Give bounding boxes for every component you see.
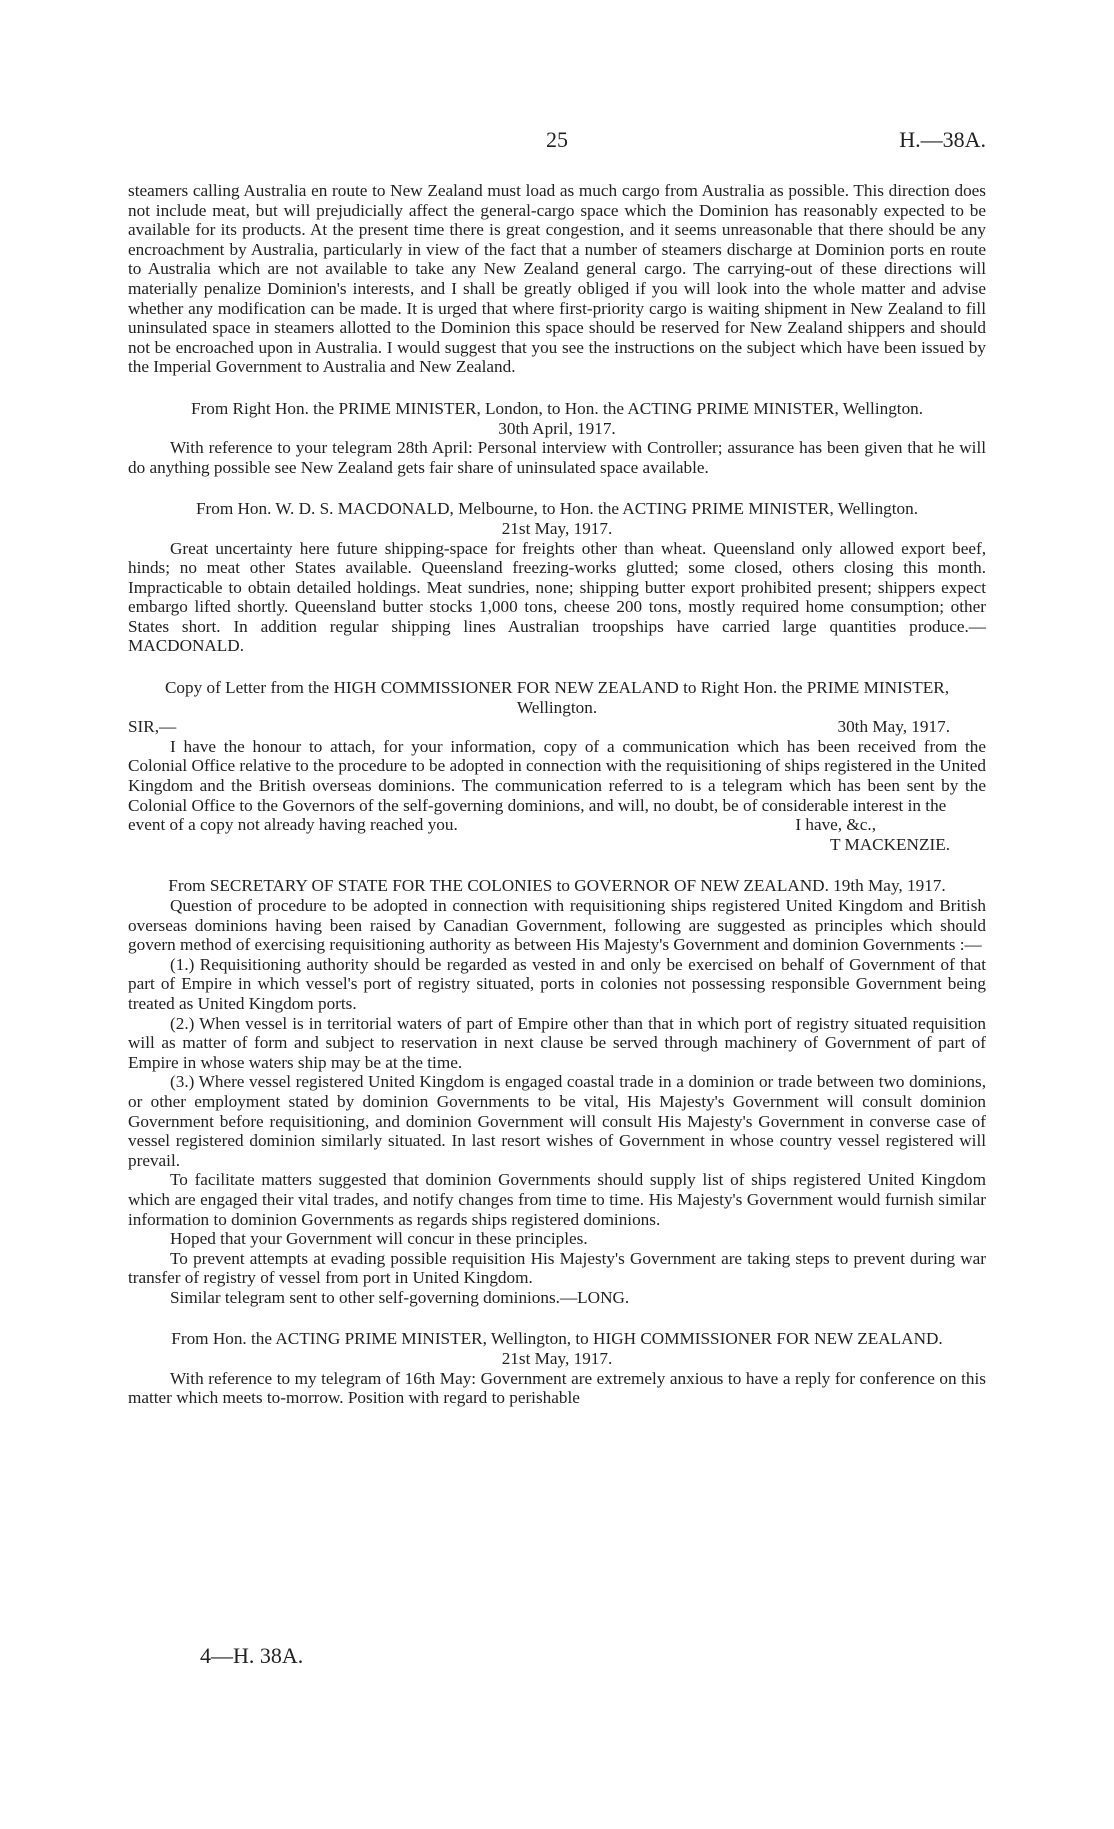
colonies-telegram-clause-3: (3.) Where vessel registered United Kingdom is engaged coastal trade in a dominion or trade between two dominions, or other employment stated by dominion Governments to be vital, His Majesty's Government will consult dominion Government before requisitioning, and dominion Government will consult His Majesty's Government in converse case of vessel registered dominion similarly situated. In last resort wishes of Government in whose country vessel registered will prevail. [128,1072,986,1170]
letter-signature: T MACKENZIE. [830,834,950,854]
colonies-telegram-paragraph: To prevent attempts at evading possible requisition His Majesty's Government are taking steps to prevent during war transfer of registry of vessel from port in United Kingdom. [128,1248,986,1288]
letter-closing: I have, &c., [795,815,876,835]
salutation: SIR,— [128,717,177,737]
letter-last-line: event of a copy not already having reached you. [128,815,458,835]
macdonald-telegram-date: 21st May, 1917. [501,518,613,538]
high-commissioner-letter-heading: Copy of Letter from the HIGH COMMISSIONER FOR NEW ZEALAND to Right Hon. the PRIME MINISTER, [164,678,950,698]
page-number: 25 [546,127,568,152]
colonies-telegram-heading: From SECRETARY OF STATE FOR THE COLONIES to GOVERNOR OF NEW ZEALAND. 19th May, 1917. [168,876,946,896]
prime-minister-telegram-heading: From Right Hon. the PRIME MINISTER, London, to Hon. the ACTING PRIME MINISTER, Wellington. [190,398,924,418]
document-body [128,181,986,1408]
colonies-telegram-paragraph: Question of procedure to be adopted in connection with requisitioning ships registered United Kingdom and British overseas dominions having been raised by Canadian Government, following are suggested as principles which should govern method of exercising requisitioning authority as between His Majesty's Government and dominion Governments :— [128,896,986,955]
salutation-row [128,717,986,737]
acting-pm-telegram-heading: From Hon. the ACTING PRIME MINISTER, Wellington, to HIGH COMMISSIONER FOR NEW ZEALAND. [171,1329,943,1349]
macdonald-telegram-heading: From Hon. W. D. S. MACDONALD, Melbourne, to Hon. the ACTING PRIME MINISTER, Wellington. [195,499,919,519]
colonies-telegram-clause-1: (1.) Requisitioning authority should be regarded as vested in and only be exercised on behalf of Government of that part of Empire in which vessel's port of registry situated, ports in colonies not possessing responsible Government being treated as United Kingdom ports. [128,954,986,1013]
colonies-telegram-paragraph: Similar telegram sent to other self-governing dominions.—LONG. [170,1287,630,1307]
page-header [0,127,1114,156]
colonies-telegram-clause-2: (2.) When vessel is in territorial waters of part of Empire other than that in which port of registry situated requisition will as matter of form and subject to reservation in next clause be served through machinery of Government of part of Empire in whose waters ship may be at the time. [128,1013,986,1072]
acting-pm-telegram-body: With reference to my telegram of 16th May: Government are extremely anxious to have a reply for conference on this matter which meets to-morrow. Position with regard to perishable [128,1368,986,1408]
letter-closing-row [128,815,986,835]
macdonald-telegram-body: Great uncertainty here future shipping-space for freights other than wheat. Queensland only allowed export beef, hinds; no meat other States available. Queensland freezing-works glutted; some closed, others closing this month. Impracticable to obtain detailed holdings. Meat sundries, none; shipping butter export prohibited present; shippers expect embargo lifted shortly. Queensland butter stocks 1,000 tons, cheese 200 tons, mostly required home consumption; other States short. In addition regular shipping lines Australian troopships have carried large quantities produce.—MACDONALD. [128,538,986,656]
colonies-telegram-paragraph: To facilitate matters suggested that dominion Governments should supply list of ships registered United Kingdom which are engaged their vital trades, and notify changes from time to time. His Majesty's Government would furnish similar information to dominion Governments as regards ships registered dominions. [128,1170,986,1229]
acting-pm-telegram-date: 21st May, 1917. [501,1349,613,1369]
document-code: H.—38A. [899,127,986,152]
prime-minister-telegram-date: 30th April, 1917. [498,418,616,438]
high-commissioner-letter-heading-place: Wellington. [516,697,598,717]
letter-body: I have the honour to attach, for your information, copy of a communication which has been received from the Colonial Office relative to the procedure to be adopted in connection with the requisitioning of ships registered in the United Kingdom and the British overseas dominions. The communication referred to is a telegram which has been sent by the Colonial Office to the Governors of the self-governing dominions, and will, no doubt, be of considerable interest in the [128,736,986,815]
colonies-telegram-paragraph: Hoped that your Government will concur in these principles. [170,1229,588,1249]
letter-date: 30th May, 1917. [837,717,950,737]
prime-minister-telegram-body: With reference to your telegram 28th April: Personal interview with Controller; assurance has been given that he will do anything possible see New Zealand gets fair share of uninsulated space available. [128,438,986,477]
intro-paragraph: steamers calling Australia en route to New Zealand must load as much cargo from Australia as possible. This direction does not include meat, but will prejudicially affect the general-cargo space which the Dominion has reasonably expected to be available for its products. At the present time there is great congestion, and it seems unreasonable that there should be any encroachment by Australia, particularly in view of the fact that a number of steamers discharge at Dominion ports en route to Australia which are not available to take any New Zealand general cargo. The carrying-out of these directions will materially penalize Dominion's interests, and I shall be greatly obliged if you will look into the whole matter and advise whether any modification can be made. It is urged that where first-priority cargo is waiting shipment in New Zealand to fill uninsulated space in steamers allotted to the Dominion this space should be reserved for New Zealand shippers and should not be encroached upon in Australia. I would suggest that you see the instructions on the subject which have been issued by the Imperial Government to Australia and New Zealand. [128,181,986,377]
footer-signature-mark: 4—H. 38A. [200,1643,304,1668]
